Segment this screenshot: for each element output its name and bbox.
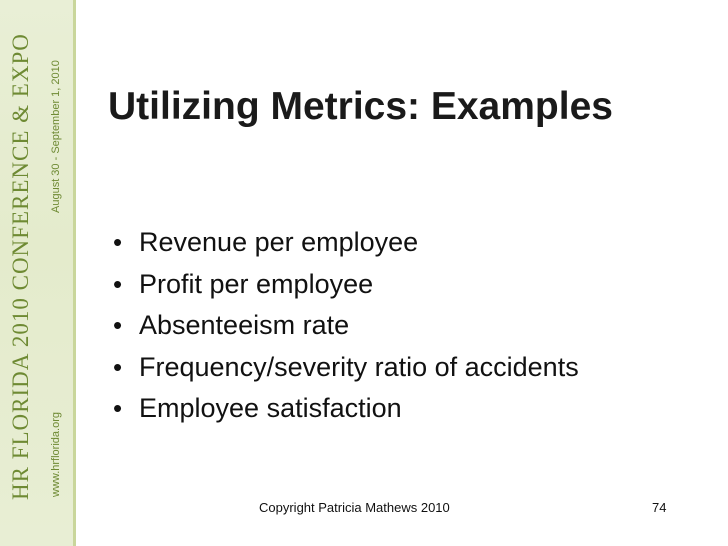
conference-website: www.hrflorida.org (50, 412, 62, 497)
bullet-item (112, 388, 579, 430)
bullet-text: Absenteeism rate (139, 310, 350, 340)
conference-sidebar (0, 0, 73, 546)
bullet-text: Profit per employee (139, 268, 374, 299)
sidebar-divider (73, 0, 76, 546)
bullet-text: Revenue per employee (139, 227, 419, 257)
footer-copyright: Copyright Patricia Mathews 2010 (259, 500, 450, 515)
page-number: 74 (652, 500, 667, 515)
bullet-icon: • (113, 310, 123, 340)
conference-dates: August 30 - September 1, 2010 (50, 60, 62, 213)
bullet-text: Frequency/severity ratio of accidents (139, 351, 579, 382)
bullet-item (112, 347, 579, 389)
bullet-list (112, 222, 579, 430)
bullet-item (112, 264, 579, 306)
bullet-icon: • (113, 393, 123, 423)
bullet-icon: • (113, 268, 123, 299)
bullet-icon: • (113, 351, 123, 382)
bullet-item (112, 305, 579, 347)
slide-title: Utilizing Metrics: Examples (108, 85, 613, 128)
bullet-item (112, 222, 579, 264)
conference-brand: HR FLORIDA 2010 CONFERENCE & EXPO (8, 33, 33, 500)
bullet-text: Employee satisfaction (139, 393, 402, 423)
bullet-icon: • (113, 227, 123, 257)
